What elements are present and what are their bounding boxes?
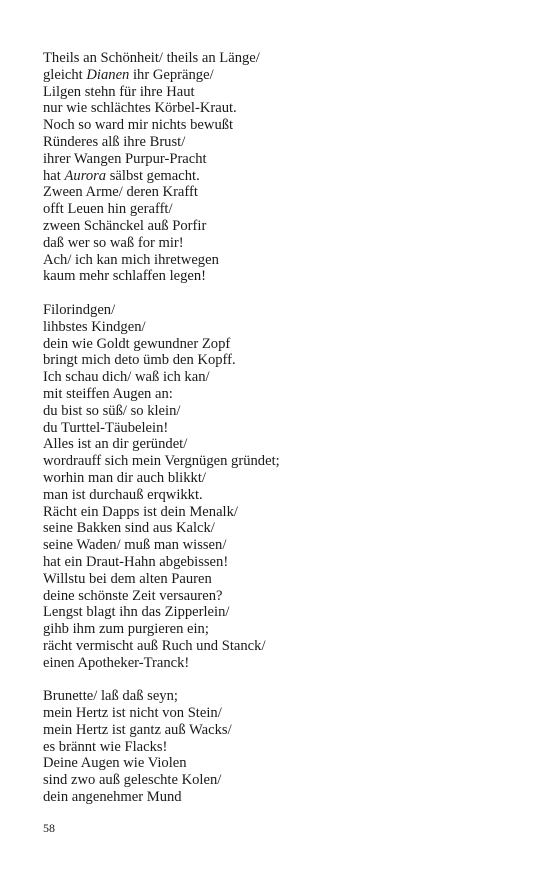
line-text: daß wer so waß for mir! <box>43 234 184 251</box>
line-text: du bist so süß/ so klein/ <box>43 402 181 419</box>
poem-line <box>43 588 523 605</box>
line-text: du Turttel-Täubelein! <box>43 419 169 436</box>
poem-line <box>43 184 523 201</box>
poem-line <box>43 84 523 101</box>
poem-line <box>43 638 523 655</box>
line-text: Rächt ein Dapps ist dein Menalk/ <box>43 503 238 520</box>
poem-line <box>43 319 523 336</box>
poem-line <box>43 621 523 638</box>
poem-line <box>43 67 523 84</box>
page-number: 58 <box>43 821 55 835</box>
poem-line <box>43 168 523 185</box>
line-text: sälbst gemacht. <box>106 167 200 184</box>
poem-line <box>43 268 523 285</box>
line-text: wordrauff sich mein Vergnügen gründet; <box>43 453 280 470</box>
line-text: worhin man dir auch blikkt/ <box>43 469 206 486</box>
poem-line <box>43 789 523 806</box>
poem-line <box>43 655 523 672</box>
line-text: seine Bakken sind aus Kalck/ <box>43 520 215 537</box>
line-text: man ist durchauß erqwikkt. <box>43 486 203 503</box>
line-text: sind zwo auß geleschte Kolen/ <box>43 772 222 789</box>
line-text: deine schönste Zeit versauren? <box>43 587 223 604</box>
poem-line <box>43 386 523 403</box>
line-text: Alles ist an dir geründet/ <box>43 436 188 453</box>
poem-line <box>43 705 523 722</box>
line-text: Lengst blagt ihn das Zipperlein/ <box>43 604 230 621</box>
line-text: mein Hertz ist nicht von Stein/ <box>43 705 222 722</box>
poem-line <box>43 336 523 353</box>
line-text: Ich schau dich/ waß ich kan/ <box>43 369 210 386</box>
line-text: gihb ihm zum purgieren ein; <box>43 621 209 638</box>
line-text: hat <box>43 167 65 184</box>
poem-line <box>43 520 523 537</box>
poem-line <box>43 453 523 470</box>
line-text: hat ein Draut-Hahn abgebissen! <box>43 553 229 570</box>
poem-line <box>43 688 523 705</box>
line-text: offt Leuen hin gerafft/ <box>43 201 173 218</box>
poem-line <box>43 403 523 420</box>
poem-line <box>43 554 523 571</box>
line-text: Zween Arme/ deren Krafft <box>43 184 198 201</box>
line-text: ihr Gepränge/ <box>129 66 214 83</box>
line-text: Ach/ ich kan mich ihretwegen <box>43 251 219 268</box>
line-text: es brännt wie Flacks! <box>43 738 168 755</box>
poem-line <box>43 571 523 588</box>
poem-line <box>43 369 523 386</box>
poem-line <box>43 487 523 504</box>
poem-line <box>43 772 523 789</box>
line-text: Brunette/ laß daß seyn; <box>43 688 178 705</box>
line-text: bringt mich deto ümb den Kopff. <box>43 352 236 369</box>
poem-line <box>43 117 523 134</box>
poem-line <box>43 201 523 218</box>
line-text: Deine Augen wie Violen <box>43 755 187 772</box>
line-text: dein wie Goldt gewundner Zopf <box>43 335 231 352</box>
line-text: einen Apotheker-Tranck! <box>43 654 190 671</box>
line-text: mit steiffen Augen an: <box>43 385 173 402</box>
poem-line <box>43 722 523 739</box>
line-text: Ründeres alß ihre Brust/ <box>43 133 186 150</box>
poem-line <box>43 218 523 235</box>
poem-line <box>43 151 523 168</box>
poem-line <box>43 504 523 521</box>
poem-line <box>43 100 523 117</box>
poem-text <box>43 50 523 823</box>
line-text: Noch so ward mir nichts bewußt <box>43 117 234 134</box>
line-text: dein angenehmer Mund <box>43 789 182 806</box>
poem-line <box>43 436 523 453</box>
line-text: ihrer Wangen Purpur-Pracht <box>43 150 207 167</box>
line-text: kaum mehr schlaffen legen! <box>43 268 207 285</box>
poem-line <box>43 50 523 67</box>
line-text: seine Waden/ muß man wissen/ <box>43 537 227 554</box>
line-text: Theils an Schönheit/ theils an Länge/ <box>43 50 260 66</box>
poem-line <box>43 604 523 621</box>
line-text: nur wie schlächtes Körbel-Kraut. <box>43 100 237 117</box>
line-text: gleicht <box>43 66 87 83</box>
poem-line <box>43 302 523 319</box>
poem-line <box>43 420 523 437</box>
stanza <box>43 688 523 806</box>
poem-line <box>43 352 523 369</box>
poem-line <box>43 739 523 756</box>
line-text: Filorindgen/ <box>43 301 116 318</box>
italic-name: Aurora <box>64 167 107 184</box>
italic-name: Dianen <box>86 66 130 83</box>
poem-line <box>43 235 523 252</box>
stanza <box>43 302 523 672</box>
line-text: Willstu bei dem alten Pauren <box>43 570 212 587</box>
poem-line <box>43 755 523 772</box>
poem-line <box>43 470 523 487</box>
stanza <box>43 50 523 285</box>
line-text: zween Schänckel auß Porfir <box>43 217 207 234</box>
poem-line <box>43 252 523 269</box>
poem-line <box>43 134 523 151</box>
line-text: Lilgen stehn für ihre Haut <box>43 83 195 100</box>
line-text: rächt vermischt auß Ruch und Stanck/ <box>43 637 266 654</box>
poem-line <box>43 537 523 554</box>
line-text: lihbstes Kindgen/ <box>43 318 146 335</box>
line-text: mein Hertz ist gantz auß Wacks/ <box>43 721 232 738</box>
